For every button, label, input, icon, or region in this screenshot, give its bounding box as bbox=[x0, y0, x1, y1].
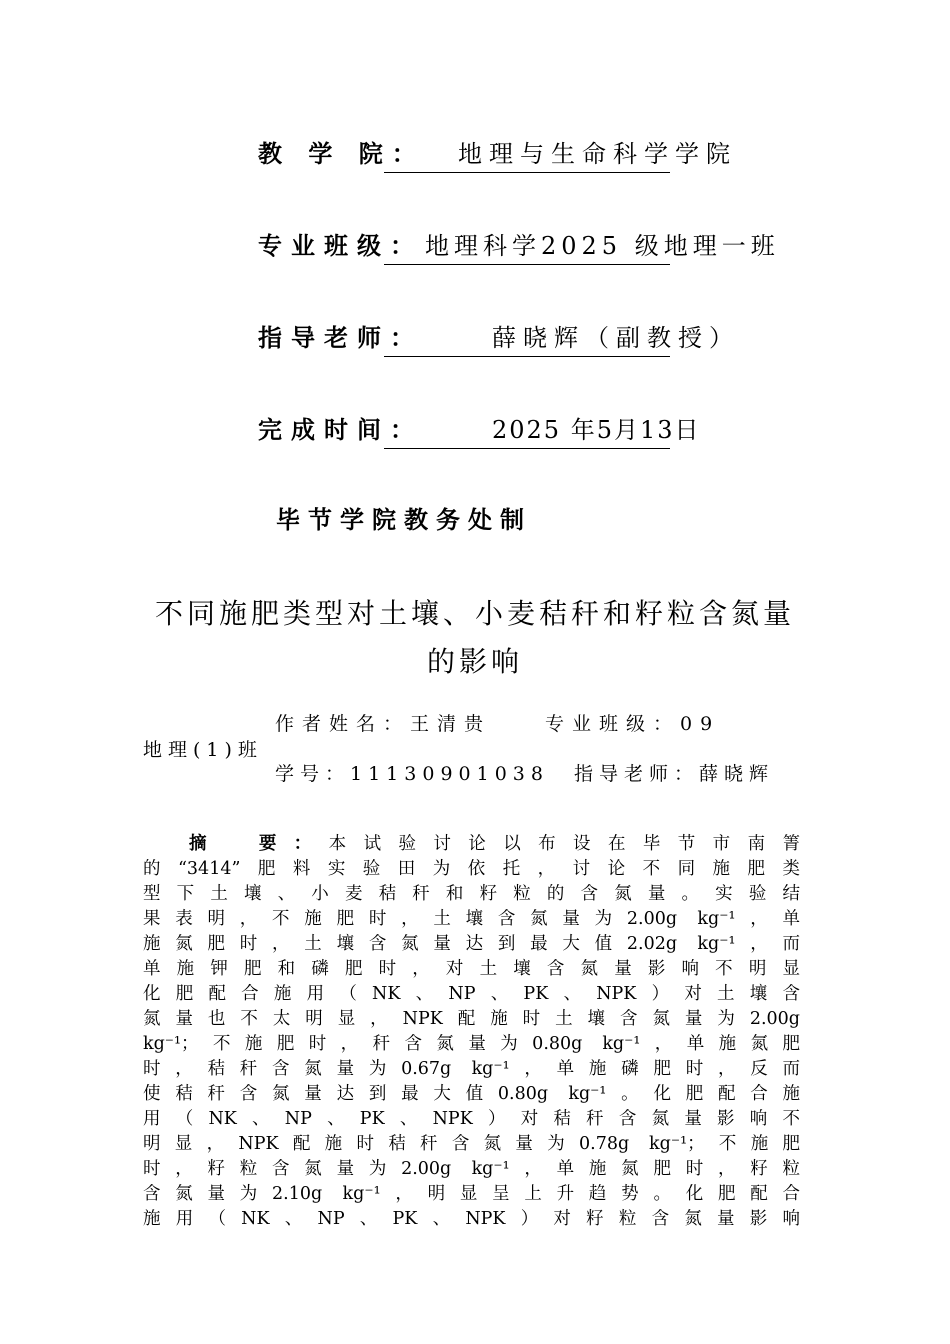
paper-title-cont: 的影响 bbox=[426, 645, 523, 678]
field-value: 薛晓辉（副教授） bbox=[492, 324, 740, 352]
underline bbox=[384, 448, 670, 449]
abstract-label: 摘 要： bbox=[189, 834, 329, 854]
abstract-line: 化肥配合施用（NK、NP、PK、NPK）对土壤含 bbox=[143, 984, 800, 1004]
class-continuation: 地理(1)班 bbox=[143, 739, 263, 761]
field-value: 地理科学2025 级地理一班 bbox=[425, 232, 780, 260]
field-value: 2025 年5月13日 bbox=[492, 416, 701, 444]
field-label: 教 学 院： bbox=[258, 140, 425, 168]
author-line: 作者姓名：王清贵 专业班级：09 bbox=[275, 713, 721, 735]
abstract-line: 时，籽粒含氮量为2.00g kg⁻¹，单施氮肥时，籽粒 bbox=[143, 1159, 800, 1179]
abstract-line: 用（NK、NP、PK、NPK）对秸秆含氮量影响不 bbox=[143, 1109, 800, 1129]
abstract-line: 施用（NK、NP、PK、NPK）对籽粒含氮量影响 bbox=[143, 1209, 800, 1229]
student-id-line: 学号：11130901038 指导老师：薛晓辉 bbox=[275, 763, 774, 785]
abstract-line: 的“3414”肥料实验田为依托，讨论不同施肥类 bbox=[143, 859, 800, 879]
abstract-line: 时，秸秆含氮量为0.67g kg⁻¹，单施磷肥时，反而 bbox=[143, 1059, 800, 1079]
abstract-line: 单施钾肥和磷肥时，对土壤含氮量影响不明显 bbox=[143, 959, 800, 979]
abstract-line: 施氮肥时，土壤含氮量达到最大值2.02g kg⁻¹，而 bbox=[143, 934, 800, 954]
abstract-line: 果表明，不施肥时，土壤含氮量为2.00g kg⁻¹，单 bbox=[143, 909, 800, 929]
underline bbox=[384, 356, 670, 357]
field-value: 地理与生命科学学院 bbox=[458, 140, 737, 168]
underline bbox=[384, 172, 670, 173]
abstract-line: 含氮量为2.10g kg⁻¹，明显呈上升趋势。化肥配合 bbox=[143, 1184, 800, 1204]
abstract-line: 摘 要：本试验讨论以布设在毕节市南箐 bbox=[189, 834, 801, 854]
field-label: 指导老师： bbox=[258, 324, 423, 352]
abstract bbox=[143, 832, 800, 1232]
abstract-line: kg⁻¹；不施肥时，秆含氮量为0.80g kg⁻¹，单施氮肥 bbox=[143, 1034, 800, 1054]
office-stamp-text: 毕节学院教务处制 bbox=[276, 506, 532, 534]
abstract-line: 使秸秆含氮量达到最大值0.80g kg⁻¹。化肥配合施 bbox=[143, 1084, 800, 1104]
underline bbox=[384, 264, 670, 265]
paper-title: 不同施肥类型对土壤、小麦秸秆和籽粒含氮量 bbox=[154, 597, 795, 630]
field-label: 完成时间： bbox=[258, 416, 423, 444]
abstract-line: 明显，NPK配施时秸秆含氮量为0.78g kg⁻¹；不施肥 bbox=[143, 1134, 800, 1154]
field-label: 专业班级： bbox=[258, 232, 423, 260]
abstract-line: 型下土壤、小麦秸秆和籽粒的含氮量。实验结 bbox=[143, 884, 800, 904]
abstract-line: 氮量也不太明显，NPK配施时土壤含氮量为2.00g bbox=[143, 1009, 800, 1029]
